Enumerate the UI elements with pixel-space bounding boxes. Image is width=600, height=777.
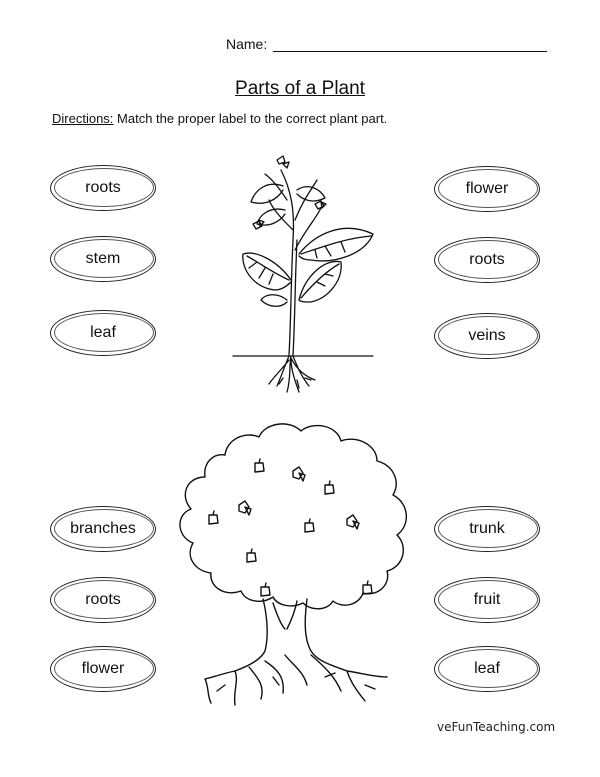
flowering-plant-icon — [225, 150, 375, 400]
name-input-line[interactable] — [273, 37, 547, 52]
name-field-row — [226, 36, 547, 52]
label-oval-branches[interactable]: branches — [50, 506, 156, 552]
label-oval-roots-tree[interactable]: roots — [50, 577, 156, 623]
label-oval-veins[interactable]: veins — [434, 313, 540, 359]
label-oval-flower-tree[interactable]: flower — [50, 646, 156, 692]
label-oval-roots-right[interactable]: roots — [434, 237, 540, 283]
footer-credit: veFunTeaching.com — [437, 720, 556, 734]
directions-label: Directions: — [52, 111, 114, 126]
label-oval-leaf-tree[interactable]: leaf — [434, 646, 540, 692]
directions — [52, 111, 387, 126]
label-oval-fruit[interactable]: fruit — [434, 577, 540, 623]
label-oval-roots[interactable]: roots — [50, 165, 156, 211]
label-oval-trunk[interactable]: trunk — [434, 506, 540, 552]
directions-text: Match the proper label to the correct plant part. — [113, 111, 388, 126]
label-oval-flower[interactable]: flower — [434, 166, 540, 212]
page-title: Parts of a Plant — [235, 78, 365, 99]
fruit-tree-icon — [165, 415, 415, 715]
label-oval-stem[interactable]: stem — [50, 236, 156, 282]
name-label: Name: — [226, 36, 268, 52]
label-oval-leaf[interactable]: leaf — [50, 310, 156, 356]
